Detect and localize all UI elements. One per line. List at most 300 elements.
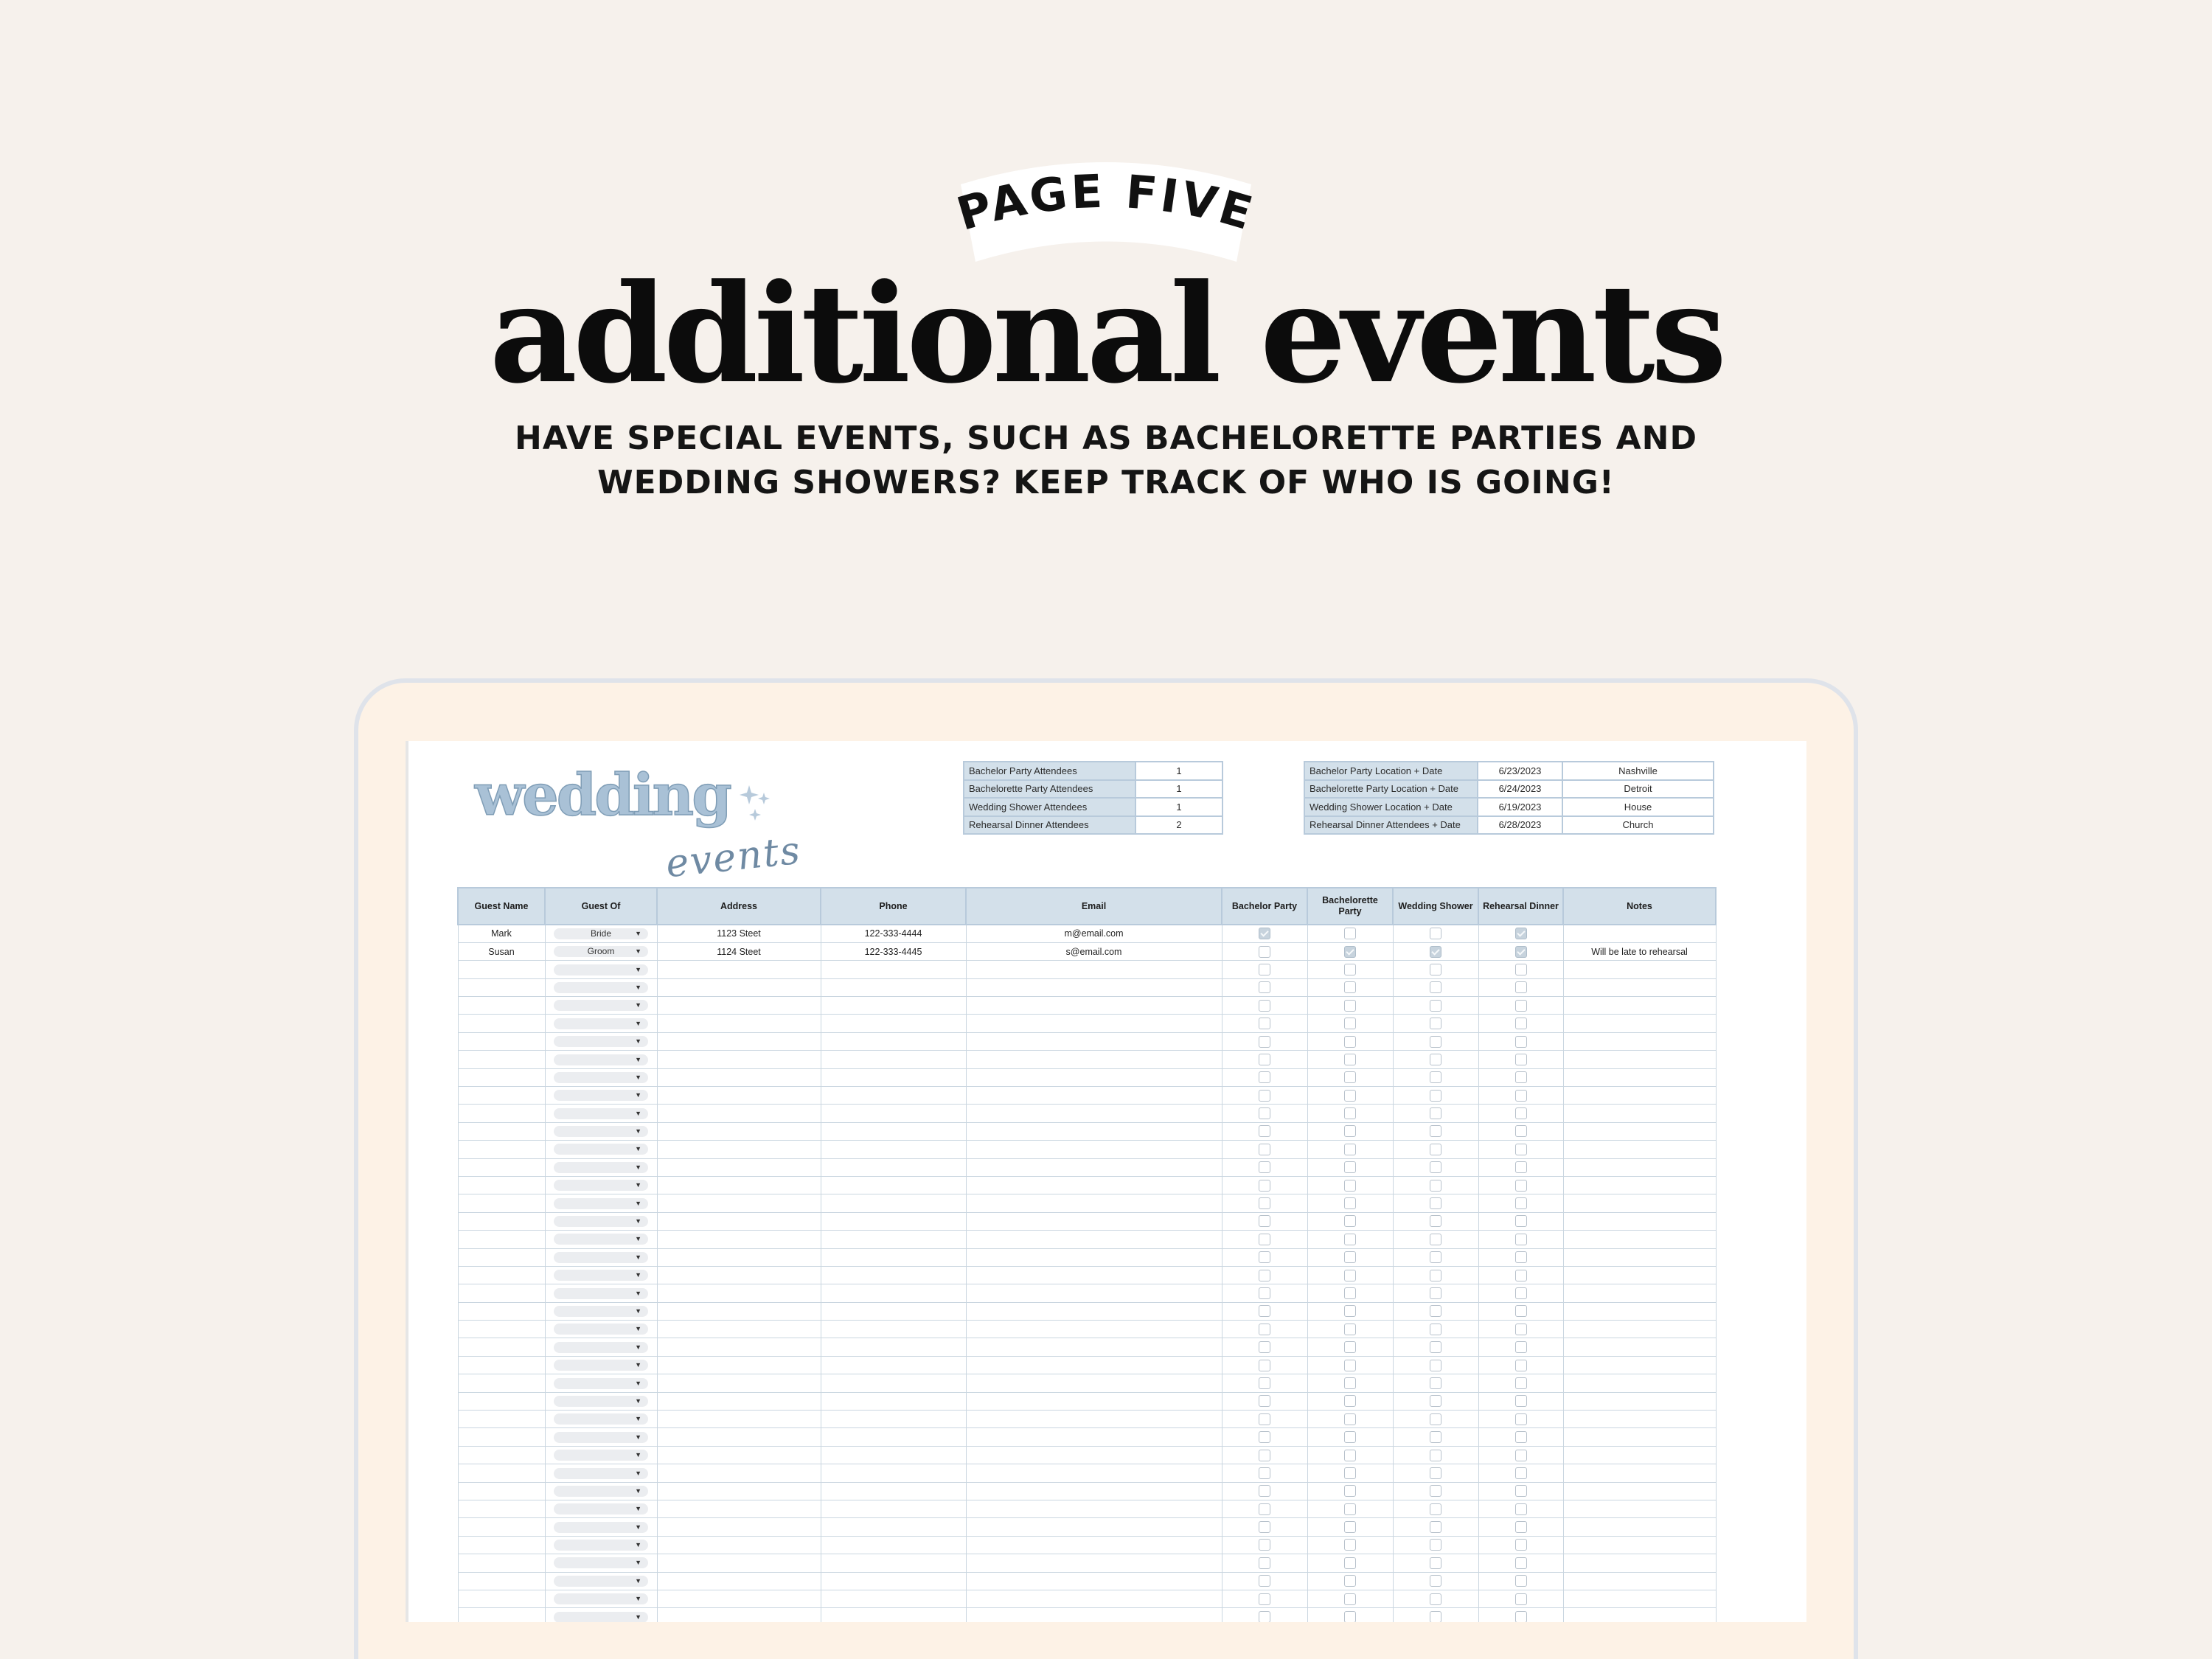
guest-name-cell[interactable]: Susan [458, 942, 545, 960]
rehearsal-dinner-checkbox[interactable] [1515, 1450, 1527, 1461]
guest-of-dropdown[interactable] [554, 1252, 648, 1263]
guest-of-dropdown[interactable] [554, 1342, 648, 1353]
bachelor-party-checkbox[interactable] [1259, 1090, 1270, 1102]
notes-cell[interactable] [1563, 1482, 1716, 1500]
guest-name-cell[interactable] [458, 1446, 545, 1464]
bachelorette-party-checkbox[interactable] [1344, 1144, 1356, 1155]
guest-name-cell[interactable] [458, 961, 545, 978]
guest-name-cell[interactable] [458, 1051, 545, 1068]
guest-name-cell[interactable] [458, 1176, 545, 1194]
address-cell[interactable] [657, 1464, 821, 1482]
rehearsal-dinner-checkbox[interactable] [1515, 1360, 1527, 1371]
email-cell[interactable] [966, 1087, 1222, 1105]
rehearsal-dinner-checkbox[interactable] [1515, 1125, 1527, 1137]
guest-of-dropdown[interactable] [554, 928, 648, 939]
notes-cell[interactable] [1563, 978, 1716, 996]
notes-cell[interactable] [1563, 1464, 1716, 1482]
phone-cell[interactable] [821, 1302, 966, 1320]
guest-of-dropdown[interactable] [554, 1450, 648, 1461]
rehearsal-dinner-checkbox[interactable] [1515, 1413, 1527, 1425]
address-cell[interactable] [657, 1302, 821, 1320]
address-cell[interactable] [657, 997, 821, 1015]
wedding-shower-checkbox[interactable] [1430, 1467, 1441, 1479]
guest-name-cell[interactable] [458, 1194, 545, 1212]
rehearsal-dinner-checkbox[interactable] [1515, 1485, 1527, 1497]
bachelorette-party-checkbox[interactable] [1344, 1270, 1356, 1281]
rehearsal-dinner-checkbox[interactable] [1515, 1197, 1527, 1209]
email-cell[interactable] [966, 1482, 1222, 1500]
phone-cell[interactable]: 122-333-4445 [821, 942, 966, 960]
event-date-cell[interactable]: 6/23/2023 [1478, 762, 1562, 780]
address-cell[interactable] [657, 1087, 821, 1105]
bachelor-party-checkbox[interactable] [1259, 1324, 1270, 1335]
guest-name-cell[interactable] [458, 1212, 545, 1230]
bachelor-party-checkbox[interactable] [1259, 1467, 1270, 1479]
guest-of-dropdown[interactable] [554, 1593, 648, 1604]
guest-of-dropdown[interactable] [554, 1036, 648, 1047]
bachelorette-party-checkbox[interactable] [1344, 1450, 1356, 1461]
address-cell[interactable] [657, 1356, 821, 1374]
bachelorette-party-checkbox[interactable] [1344, 1234, 1356, 1245]
wedding-shower-checkbox[interactable] [1430, 1000, 1441, 1012]
bachelorette-party-checkbox[interactable] [1344, 1090, 1356, 1102]
bachelorette-party-checkbox[interactable] [1344, 928, 1356, 939]
summary-count[interactable]: 1 [1135, 798, 1222, 816]
notes-cell[interactable] [1563, 1212, 1716, 1230]
rehearsal-dinner-checkbox[interactable] [1515, 1054, 1527, 1065]
email-cell[interactable]: m@email.com [966, 925, 1222, 942]
notes-cell[interactable] [1563, 1194, 1716, 1212]
address-cell[interactable] [657, 1572, 821, 1590]
rehearsal-dinner-checkbox[interactable] [1515, 1090, 1527, 1102]
guest-of-dropdown[interactable] [554, 964, 648, 975]
bachelor-party-checkbox[interactable] [1259, 1036, 1270, 1048]
guest-of-dropdown[interactable] [554, 1054, 648, 1065]
phone-cell[interactable] [821, 1087, 966, 1105]
guest-name-cell[interactable] [458, 1231, 545, 1248]
notes-cell[interactable] [1563, 961, 1716, 978]
email-cell[interactable] [966, 1176, 1222, 1194]
phone-cell[interactable] [821, 997, 966, 1015]
notes-cell[interactable] [1563, 1321, 1716, 1338]
notes-cell[interactable] [1563, 1608, 1716, 1622]
rehearsal-dinner-checkbox[interactable] [1515, 1557, 1527, 1569]
address-cell[interactable] [657, 1338, 821, 1356]
bachelorette-party-checkbox[interactable] [1344, 1395, 1356, 1407]
wedding-shower-checkbox[interactable] [1430, 1611, 1441, 1622]
wedding-shower-checkbox[interactable] [1430, 1215, 1441, 1227]
bachelorette-party-checkbox[interactable] [1344, 1521, 1356, 1533]
guest-name-cell[interactable]: Mark [458, 925, 545, 942]
guest-name-cell[interactable] [458, 1464, 545, 1482]
wedding-shower-checkbox[interactable] [1430, 928, 1441, 939]
guest-name-cell[interactable] [458, 1087, 545, 1105]
notes-cell[interactable] [1563, 1518, 1716, 1536]
rehearsal-dinner-checkbox[interactable] [1515, 1161, 1527, 1173]
notes-cell[interactable]: Will be late to rehearsal [1563, 942, 1716, 960]
phone-cell[interactable] [821, 1482, 966, 1500]
guest-of-dropdown[interactable] [554, 946, 648, 957]
phone-cell[interactable] [821, 1536, 966, 1554]
wedding-shower-checkbox[interactable] [1430, 1036, 1441, 1048]
wedding-shower-checkbox[interactable] [1430, 1125, 1441, 1137]
wedding-shower-checkbox[interactable] [1430, 981, 1441, 993]
wedding-shower-checkbox[interactable] [1430, 1575, 1441, 1587]
notes-cell[interactable] [1563, 1284, 1716, 1302]
wedding-shower-checkbox[interactable] [1430, 1144, 1441, 1155]
phone-cell[interactable]: 122-333-4444 [821, 925, 966, 942]
address-cell[interactable] [657, 961, 821, 978]
address-cell[interactable] [657, 1248, 821, 1266]
bachelor-party-checkbox[interactable] [1259, 1395, 1270, 1407]
bachelor-party-checkbox[interactable] [1259, 1503, 1270, 1515]
bachelor-party-checkbox[interactable] [1259, 1450, 1270, 1461]
bachelor-party-checkbox[interactable] [1259, 1557, 1270, 1569]
bachelor-party-checkbox[interactable] [1259, 1341, 1270, 1353]
guest-name-cell[interactable] [458, 1536, 545, 1554]
bachelor-party-checkbox[interactable] [1259, 1360, 1270, 1371]
bachelorette-party-checkbox[interactable] [1344, 1161, 1356, 1173]
notes-cell[interactable] [1563, 1374, 1716, 1392]
phone-cell[interactable] [821, 1284, 966, 1302]
email-cell[interactable] [966, 1248, 1222, 1266]
guest-of-dropdown[interactable] [554, 1522, 648, 1533]
email-cell[interactable] [966, 1032, 1222, 1050]
notes-cell[interactable] [1563, 1266, 1716, 1284]
wedding-shower-checkbox[interactable] [1430, 1341, 1441, 1353]
guest-of-dropdown[interactable] [554, 1198, 648, 1209]
bachelor-party-checkbox[interactable] [1259, 1197, 1270, 1209]
guest-of-dropdown[interactable] [554, 982, 648, 993]
bachelorette-party-checkbox[interactable] [1344, 1324, 1356, 1335]
bachelor-party-checkbox[interactable] [1259, 928, 1270, 939]
rehearsal-dinner-checkbox[interactable] [1515, 1377, 1527, 1389]
bachelorette-party-checkbox[interactable] [1344, 1036, 1356, 1048]
email-cell[interactable] [966, 1428, 1222, 1446]
address-cell[interactable] [657, 1194, 821, 1212]
bachelorette-party-checkbox[interactable] [1344, 1360, 1356, 1371]
email-cell[interactable] [966, 1374, 1222, 1392]
email-cell[interactable] [966, 1302, 1222, 1320]
wedding-shower-checkbox[interactable] [1430, 1377, 1441, 1389]
email-cell[interactable] [966, 1446, 1222, 1464]
email-cell[interactable] [966, 1572, 1222, 1590]
email-cell[interactable] [966, 1105, 1222, 1122]
notes-cell[interactable] [1563, 1176, 1716, 1194]
guest-name-cell[interactable] [458, 1158, 545, 1176]
rehearsal-dinner-checkbox[interactable] [1515, 1324, 1527, 1335]
notes-cell[interactable] [1563, 1356, 1716, 1374]
event-date-cell[interactable]: 6/24/2023 [1478, 780, 1562, 799]
email-cell[interactable] [966, 1608, 1222, 1622]
wedding-shower-checkbox[interactable] [1430, 1161, 1441, 1173]
guest-name-cell[interactable] [458, 1266, 545, 1284]
bachelorette-party-checkbox[interactable] [1344, 1341, 1356, 1353]
rehearsal-dinner-checkbox[interactable] [1515, 1431, 1527, 1443]
address-cell[interactable] [657, 1122, 821, 1140]
guest-of-dropdown[interactable] [554, 1324, 648, 1335]
bachelorette-party-checkbox[interactable] [1344, 1377, 1356, 1389]
guest-name-cell[interactable] [458, 1338, 545, 1356]
bachelor-party-checkbox[interactable] [1259, 1305, 1270, 1317]
phone-cell[interactable] [821, 1572, 966, 1590]
bachelorette-party-checkbox[interactable] [1344, 1485, 1356, 1497]
email-cell[interactable] [966, 1122, 1222, 1140]
notes-cell[interactable] [1563, 997, 1716, 1015]
bachelorette-party-checkbox[interactable] [1344, 1575, 1356, 1587]
wedding-shower-checkbox[interactable] [1430, 1593, 1441, 1605]
bachelorette-party-checkbox[interactable] [1344, 1018, 1356, 1029]
rehearsal-dinner-checkbox[interactable] [1515, 1539, 1527, 1551]
rehearsal-dinner-checkbox[interactable] [1515, 1305, 1527, 1317]
email-cell[interactable] [966, 1068, 1222, 1086]
notes-cell[interactable] [1563, 1554, 1716, 1572]
notes-cell[interactable] [1563, 1051, 1716, 1068]
notes-cell[interactable] [1563, 1536, 1716, 1554]
notes-cell[interactable] [1563, 1572, 1716, 1590]
phone-cell[interactable] [821, 1158, 966, 1176]
event-location-cell[interactable]: Church [1562, 816, 1714, 835]
guest-name-cell[interactable] [458, 1392, 545, 1410]
phone-cell[interactable] [821, 1231, 966, 1248]
bachelorette-party-checkbox[interactable] [1344, 1593, 1356, 1605]
guest-of-dropdown[interactable] [554, 1108, 648, 1119]
address-cell[interactable] [657, 1284, 821, 1302]
email-cell[interactable] [966, 1284, 1222, 1302]
guest-name-cell[interactable] [458, 1482, 545, 1500]
notes-cell[interactable] [1563, 1590, 1716, 1607]
wedding-shower-checkbox[interactable] [1430, 1450, 1441, 1461]
guest-name-cell[interactable] [458, 1284, 545, 1302]
notes-cell[interactable] [1563, 1158, 1716, 1176]
phone-cell[interactable] [821, 1032, 966, 1050]
email-cell[interactable] [966, 961, 1222, 978]
wedding-shower-checkbox[interactable] [1430, 964, 1441, 975]
address-cell[interactable] [657, 1428, 821, 1446]
phone-cell[interactable] [821, 978, 966, 996]
guest-name-cell[interactable] [458, 978, 545, 996]
bachelor-party-checkbox[interactable] [1259, 1521, 1270, 1533]
event-location-cell[interactable]: House [1562, 798, 1714, 816]
bachelorette-party-checkbox[interactable] [1344, 1431, 1356, 1443]
guest-of-dropdown[interactable] [554, 1540, 648, 1551]
notes-cell[interactable] [1563, 1446, 1716, 1464]
rehearsal-dinner-checkbox[interactable] [1515, 1000, 1527, 1012]
guest-of-dropdown[interactable] [554, 1612, 648, 1622]
address-cell[interactable] [657, 1411, 821, 1428]
rehearsal-dinner-checkbox[interactable] [1515, 981, 1527, 993]
phone-cell[interactable] [821, 1212, 966, 1230]
rehearsal-dinner-checkbox[interactable] [1515, 1107, 1527, 1119]
bachelor-party-checkbox[interactable] [1259, 1107, 1270, 1119]
phone-cell[interactable] [821, 1338, 966, 1356]
guest-name-cell[interactable] [458, 1032, 545, 1050]
phone-cell[interactable] [821, 1500, 966, 1518]
phone-cell[interactable] [821, 1051, 966, 1068]
guest-name-cell[interactable] [458, 1554, 545, 1572]
notes-cell[interactable] [1563, 1392, 1716, 1410]
guest-of-dropdown[interactable] [554, 1144, 648, 1155]
guest-of-dropdown[interactable] [554, 1378, 648, 1389]
wedding-shower-checkbox[interactable] [1430, 1360, 1441, 1371]
wedding-shower-checkbox[interactable] [1430, 1090, 1441, 1102]
bachelor-party-checkbox[interactable] [1259, 1539, 1270, 1551]
phone-cell[interactable] [821, 1194, 966, 1212]
phone-cell[interactable] [821, 1356, 966, 1374]
bachelorette-party-checkbox[interactable] [1344, 1054, 1356, 1065]
guest-name-cell[interactable] [458, 1068, 545, 1086]
bachelor-party-checkbox[interactable] [1259, 1234, 1270, 1245]
address-cell[interactable] [657, 1051, 821, 1068]
email-cell[interactable] [966, 1158, 1222, 1176]
email-cell[interactable] [966, 1500, 1222, 1518]
guest-of-dropdown[interactable] [554, 1018, 648, 1029]
notes-cell[interactable] [1563, 1338, 1716, 1356]
bachelor-party-checkbox[interactable] [1259, 1575, 1270, 1587]
rehearsal-dinner-checkbox[interactable] [1515, 1270, 1527, 1281]
wedding-shower-checkbox[interactable] [1430, 1395, 1441, 1407]
wedding-shower-checkbox[interactable] [1430, 1557, 1441, 1569]
wedding-shower-checkbox[interactable] [1430, 1197, 1441, 1209]
bachelorette-party-checkbox[interactable] [1344, 1287, 1356, 1299]
rehearsal-dinner-checkbox[interactable] [1515, 1071, 1527, 1083]
bachelor-party-checkbox[interactable] [1259, 1180, 1270, 1192]
email-cell[interactable] [966, 1321, 1222, 1338]
wedding-shower-checkbox[interactable] [1430, 1054, 1441, 1065]
bachelor-party-checkbox[interactable] [1259, 1431, 1270, 1443]
bachelorette-party-checkbox[interactable] [1344, 1000, 1356, 1012]
wedding-shower-checkbox[interactable] [1430, 1431, 1441, 1443]
address-cell[interactable] [657, 1068, 821, 1086]
guest-of-dropdown[interactable] [554, 1396, 648, 1407]
rehearsal-dinner-checkbox[interactable] [1515, 1234, 1527, 1245]
address-cell[interactable] [657, 1231, 821, 1248]
phone-cell[interactable] [821, 1554, 966, 1572]
guest-name-cell[interactable] [458, 1500, 545, 1518]
guest-of-dropdown[interactable] [554, 1503, 648, 1514]
guest-of-dropdown[interactable] [554, 1557, 648, 1568]
rehearsal-dinner-checkbox[interactable] [1515, 1593, 1527, 1605]
guest-of-dropdown[interactable] [554, 1468, 648, 1479]
notes-cell[interactable] [1563, 1015, 1716, 1032]
notes-cell[interactable] [1563, 925, 1716, 942]
rehearsal-dinner-checkbox[interactable] [1515, 1575, 1527, 1587]
bachelorette-party-checkbox[interactable] [1344, 1557, 1356, 1569]
bachelorette-party-checkbox[interactable] [1344, 1197, 1356, 1209]
email-cell[interactable] [966, 997, 1222, 1015]
wedding-shower-checkbox[interactable] [1430, 1270, 1441, 1281]
guest-of-dropdown[interactable] [554, 1216, 648, 1227]
phone-cell[interactable] [821, 1122, 966, 1140]
email-cell[interactable] [966, 1194, 1222, 1212]
phone-cell[interactable] [821, 961, 966, 978]
guest-name-cell[interactable] [458, 1248, 545, 1266]
guest-name-cell[interactable] [458, 1428, 545, 1446]
bachelor-party-checkbox[interactable] [1259, 1018, 1270, 1029]
phone-cell[interactable] [821, 1464, 966, 1482]
guest-name-cell[interactable] [458, 997, 545, 1015]
wedding-shower-checkbox[interactable] [1430, 1503, 1441, 1515]
bachelorette-party-checkbox[interactable] [1344, 1539, 1356, 1551]
guest-of-dropdown[interactable] [554, 1413, 648, 1425]
guest-of-dropdown[interactable] [554, 1576, 648, 1587]
rehearsal-dinner-checkbox[interactable] [1515, 1036, 1527, 1048]
address-cell[interactable] [657, 1141, 821, 1158]
wedding-shower-checkbox[interactable] [1430, 1107, 1441, 1119]
phone-cell[interactable] [821, 1518, 966, 1536]
guest-of-dropdown[interactable] [554, 1432, 648, 1443]
address-cell[interactable] [657, 1321, 821, 1338]
bachelor-party-checkbox[interactable] [1259, 1287, 1270, 1299]
wedding-shower-checkbox[interactable] [1430, 1287, 1441, 1299]
phone-cell[interactable] [821, 1068, 966, 1086]
bachelorette-party-checkbox[interactable] [1344, 1125, 1356, 1137]
guest-name-cell[interactable] [458, 1608, 545, 1622]
notes-cell[interactable] [1563, 1411, 1716, 1428]
wedding-shower-checkbox[interactable] [1430, 1305, 1441, 1317]
bachelorette-party-checkbox[interactable] [1344, 1467, 1356, 1479]
guest-of-dropdown[interactable] [554, 1126, 648, 1137]
address-cell[interactable] [657, 1015, 821, 1032]
address-cell[interactable] [657, 1266, 821, 1284]
address-cell[interactable] [657, 1176, 821, 1194]
notes-cell[interactable] [1563, 1032, 1716, 1050]
notes-cell[interactable] [1563, 1141, 1716, 1158]
bachelorette-party-checkbox[interactable] [1344, 1107, 1356, 1119]
phone-cell[interactable] [821, 1176, 966, 1194]
bachelorette-party-checkbox[interactable] [1344, 964, 1356, 975]
notes-cell[interactable] [1563, 1122, 1716, 1140]
notes-cell[interactable] [1563, 1231, 1716, 1248]
email-cell[interactable] [966, 1554, 1222, 1572]
phone-cell[interactable] [821, 1015, 966, 1032]
guest-name-cell[interactable] [458, 1141, 545, 1158]
bachelor-party-checkbox[interactable] [1259, 1485, 1270, 1497]
address-cell[interactable] [657, 1554, 821, 1572]
address-cell[interactable] [657, 1608, 821, 1622]
bachelor-party-checkbox[interactable] [1259, 1215, 1270, 1227]
bachelor-party-checkbox[interactable] [1259, 1251, 1270, 1263]
email-cell[interactable] [966, 1212, 1222, 1230]
bachelor-party-checkbox[interactable] [1259, 1161, 1270, 1173]
email-cell[interactable] [966, 1464, 1222, 1482]
guest-name-cell[interactable] [458, 1374, 545, 1392]
rehearsal-dinner-checkbox[interactable] [1515, 1467, 1527, 1479]
email-cell[interactable] [966, 1518, 1222, 1536]
phone-cell[interactable] [821, 1590, 966, 1607]
bachelorette-party-checkbox[interactable] [1344, 1305, 1356, 1317]
phone-cell[interactable] [821, 1105, 966, 1122]
address-cell[interactable] [657, 1212, 821, 1230]
rehearsal-dinner-checkbox[interactable] [1515, 1611, 1527, 1622]
event-date-cell[interactable]: 6/28/2023 [1478, 816, 1562, 835]
notes-cell[interactable] [1563, 1105, 1716, 1122]
rehearsal-dinner-checkbox[interactable] [1515, 964, 1527, 975]
address-cell[interactable] [657, 1590, 821, 1607]
bachelor-party-checkbox[interactable] [1259, 1000, 1270, 1012]
address-cell[interactable] [657, 978, 821, 996]
bachelorette-party-checkbox[interactable] [1344, 1180, 1356, 1192]
address-cell[interactable]: 1124 Steet [657, 942, 821, 960]
guest-of-dropdown[interactable] [554, 1360, 648, 1371]
email-cell[interactable] [966, 1356, 1222, 1374]
bachelor-party-checkbox[interactable] [1259, 1125, 1270, 1137]
wedding-shower-checkbox[interactable] [1430, 1413, 1441, 1425]
email-cell[interactable] [966, 1338, 1222, 1356]
bachelorette-party-checkbox[interactable] [1344, 1503, 1356, 1515]
phone-cell[interactable] [821, 1608, 966, 1622]
rehearsal-dinner-checkbox[interactable] [1515, 928, 1527, 939]
